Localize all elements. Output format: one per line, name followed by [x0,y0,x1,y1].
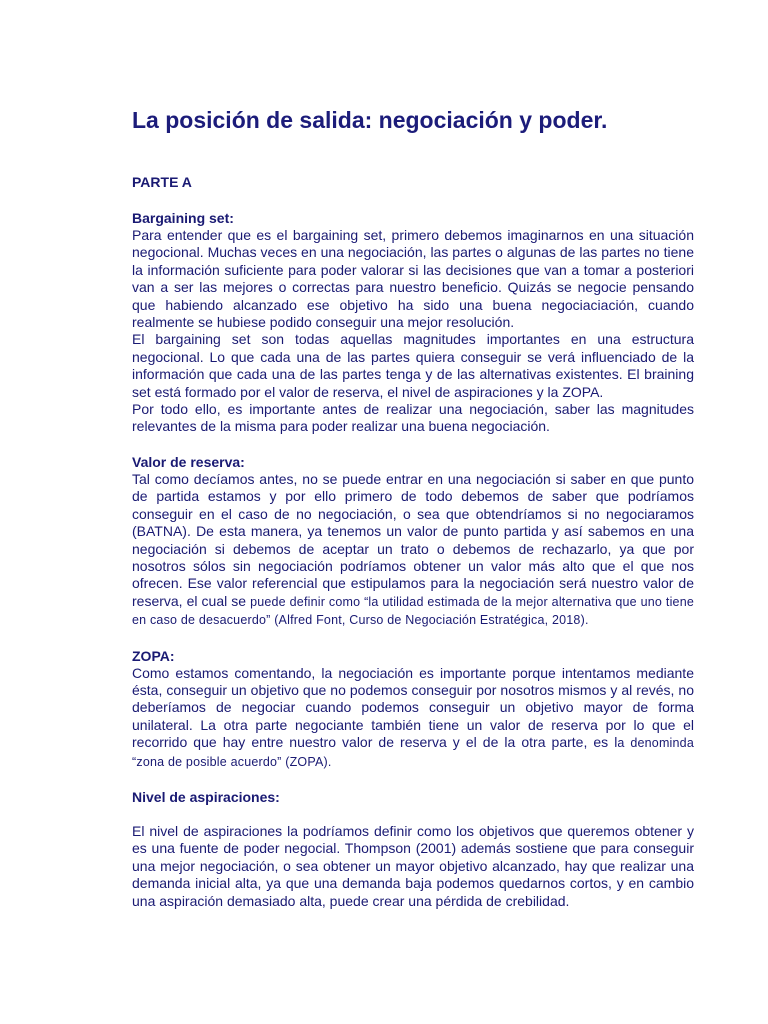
document-title: La posición de salida: negociación y poder. [132,107,608,133]
nivel-de-aspiraciones-heading: Nivel de aspiraciones: [132,788,280,805]
bargaining-set-heading: Bargaining set: [132,210,234,226]
zopa-heading: ZOPA: [132,647,175,664]
bargaining-paragraph-2: El bargaining set son todas aquellas magnitudes importantes en una estructura negocional. Lo que cada una de las partes quiera conseguir se verá influenciado de la información que cada una de las partes tenga y de las alternativas existentes. El braining set está formado por el valor de reserva, el nivel de aspiraciones y la ZOPA. [132,331,694,400]
bargaining-paragraph-1: Para entender que es el bargaining set, primero debemos imaginarnos en una situación negocional. Muchas veces en una negociación, las partes o algunas de las partes no tiene la información suficiente para poder valorar si las decisiones que van a tomar a posteriori van a ser las mejores o correctas para nuestro beneficio. Quizás se negocie pensando que habiendo alcanzado ese objetivo ha sido una buena negociaciación, cuando realmente se hubiese podido conseguir una mejor resolución. [132,227,694,331]
zopa-text: Como estamos comentando, la negociación es importante porque intentamos mediante ésta, conseguir un objetivo que no podemos conseguir por nosotros mismos y al revés, no deberíamos de negociar cuando podemos conseguir un objetivo mayor de forma unilateral. La otra parte negociante también tiene un valor de reserva por lo que el recorrido que hay entre nuestro valor de reserva y el de la otra parte, es l [132,664,694,751]
valor-de-reserva-heading: Valor de reserva: [132,453,245,470]
section-zopa [132,647,694,771]
valor-de-reserva-citation: puede definir como “la utilidad estimada de la mejor alternativa que uno tiene en caso de desacuerdo” (Alfred Font, Curso de Negociación Estratégica, 2018). [132,594,694,628]
zopa-citation: a denominda “zona de posible acuerdo” (ZOPA). [132,736,694,769]
section-nivel-de-aspiraciones [132,788,694,910]
section-bargaining-set [132,209,694,436]
zopa-paragraph [132,665,694,771]
document-page [132,104,694,927]
bargaining-paragraph-3: Por todo ello, es importante antes de realizar una negociación, saber las magnitudes relevantes de la misma para poder realizar una buena negociación. [132,401,694,435]
nivel-de-aspiraciones-paragraph: El nivel de aspiraciones la podríamos definir como los objetivos que queremos obtener y es una fuente de poder negocial. Thompson (2001) además sostiene que para conseguir una mejor negociación, o sea obtener un mayor objetivo alcanzado, hay que realizar una demanda inicial alta, ya que una demanda baja podemos quedarnos cortos, y en cambio una aspiración demasiado alta, puede crear una pérdida de crebilidad. [132,822,694,909]
section-valor-de-reserva [132,453,694,630]
part-heading: PARTE A [132,174,192,190]
valor-de-reserva-text: Tal como decíamos antes, no se puede entrar en una negociación si saber en que punto de partida estamos y por ello primero de todo debemos de saber que podríamos conseguir en el caso de no negociación, o sea que obtendríamos si no negociaramos (BATNA). De esta manera, ya tenemos un valor de punto partida y así sabemos en una negociación si debemos de aceptar un trato o debemos de rechazarlo, ya que por nosotros sólos sin negociación podríamos obtener un valor más alto que el que nos ofrecen. Ese valor referencial que estipulamos para la negociación será nuestro valor de reserva, el cual se [132,470,694,609]
valor-de-reserva-paragraph [132,471,694,630]
